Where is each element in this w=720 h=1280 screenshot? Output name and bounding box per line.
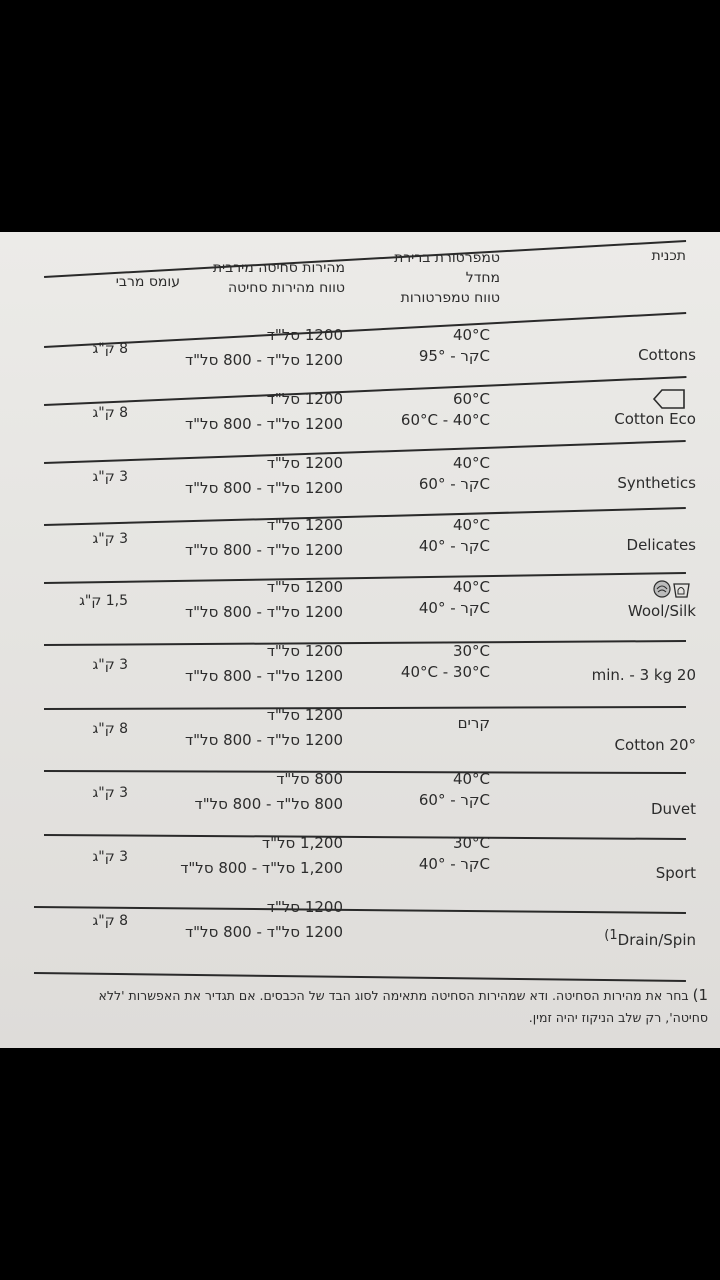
max-load: 3 ק"ג [92, 657, 128, 673]
spin-range: 1200 סל"ד - 800 סל"ד [184, 667, 343, 685]
spin-max: 1200 סל"ד [266, 454, 343, 472]
spin-max: 1200 סל"ד [266, 642, 343, 660]
footnote-line-1: 1) בחר את מהירות הסחיטה. ודא שמהירות הסחיטה מתאימה לסוג הבד של הכבסים. אם תגדיר את האפשרות 'ללא [98, 986, 708, 1004]
max-load: 8 ק"ג [92, 341, 128, 357]
table-rule [34, 972, 686, 982]
spin-max: 1,200 סל"ד [261, 834, 343, 852]
spin-range: 1200 סל"ד - 800 סל"ד [184, 731, 343, 749]
spin-range: 1,200 סל"ד - 800 סל"ד [180, 859, 343, 877]
table-rule [44, 440, 686, 464]
temp-default: 40°C [452, 770, 490, 788]
temp-default: 40°C [452, 326, 490, 344]
spin-max: 1200 סל"ד [266, 898, 343, 916]
program-name: Sport [655, 864, 696, 882]
header-temperature: טמפרטורת ברירת מחדל טווח טמפרטורות [394, 250, 500, 306]
temp-default: 30°C [452, 642, 490, 660]
spin-max: 1200 סל"ד [266, 390, 343, 408]
temp-default: 30°C [452, 834, 490, 852]
table-rule [44, 770, 686, 774]
spin-range: 1200 סל"ד - 800 סל"ד [184, 415, 343, 433]
max-load: 3 ק"ג [92, 849, 128, 865]
spin-range: 1200 סל"ד - 800 סל"ד [184, 541, 343, 559]
header-max-load: עומס מרבי [115, 274, 180, 290]
spin-range: 1200 סל"ד - 800 סל"ד [184, 923, 343, 941]
temp-default: קרים [457, 714, 490, 732]
program-name: Cotton Eco [614, 410, 696, 428]
temp-default: 40°C [452, 516, 490, 534]
temp-range: קר - 40°C [418, 599, 490, 617]
spin-max: 1200 סל"ד [266, 516, 343, 534]
max-load: 3 ק"ג [92, 469, 128, 485]
table-rule [44, 572, 686, 584]
table-rule [44, 507, 686, 526]
spin-max: 800 סל"ד [276, 770, 343, 788]
max-load: 1,5 ק"ג [79, 593, 128, 609]
program-name: Wool/Silk [627, 602, 696, 620]
eco-tag-icon [652, 388, 686, 414]
max-load: 8 ק"ג [92, 913, 128, 929]
table-rule [44, 312, 686, 348]
spin-max: 1200 סל"ד [266, 706, 343, 724]
program-name: min. - 3 kg 20 [591, 666, 696, 684]
table-rule [44, 706, 686, 710]
footnote-line-2: סחיטה', רק שלב הניקוז יהיה זמין. [528, 1010, 708, 1025]
temp-default: 60°C [452, 390, 490, 408]
header-program: תכנית [651, 248, 686, 264]
program-name: Cotton 20° [614, 736, 696, 754]
wool-handwash-icon [652, 578, 692, 604]
temp-range: קר - 60°C [418, 475, 490, 493]
program-name: Delicates [626, 536, 696, 554]
temp-range: קר - 60°C [418, 791, 490, 809]
header-spin-speed: מהירות סחיטה מירבית טווח מהירות סחיטה [212, 260, 345, 296]
temp-default: 40°C [452, 578, 490, 596]
temp-range: קר - 40°C [418, 537, 490, 555]
spin-range: 1200 סל"ד - 800 סל"ד [184, 351, 343, 369]
max-load: 3 ק"ג [92, 531, 128, 547]
temp-range: 40°C - 30°C [400, 663, 490, 681]
program-name: Synthetics [617, 474, 696, 492]
max-load: 3 ק"ג [92, 785, 128, 801]
temp-range: 60°C - 40°C [400, 411, 490, 429]
spin-range: 800 סל"ד - 800 סל"ד [194, 795, 343, 813]
manual-page [0, 232, 720, 1048]
table-rule [44, 834, 686, 840]
table-rule [44, 376, 686, 406]
program-name: Duvet [650, 800, 696, 818]
spin-max: 1200 סל"ד [266, 578, 343, 596]
temp-range: קר - 40°C [418, 855, 490, 873]
spin-range: 1200 סל"ד - 800 סל"ד [184, 479, 343, 497]
program-name: $^{(1}$Drain/Spin [604, 928, 696, 949]
temp-default: 40°C [452, 454, 490, 472]
max-load: 8 ק"ג [92, 405, 128, 421]
program-name: Cottons [638, 346, 696, 364]
spin-max: 1200 סל"ד [266, 326, 343, 344]
table-rule [34, 906, 686, 914]
footnote [28, 984, 708, 1029]
spin-range: 1200 סל"ד - 800 סל"ד [184, 603, 343, 621]
temp-range: קר - 95°C [418, 347, 490, 365]
max-load: 8 ק"ג [92, 721, 128, 737]
table-rule [44, 640, 686, 646]
